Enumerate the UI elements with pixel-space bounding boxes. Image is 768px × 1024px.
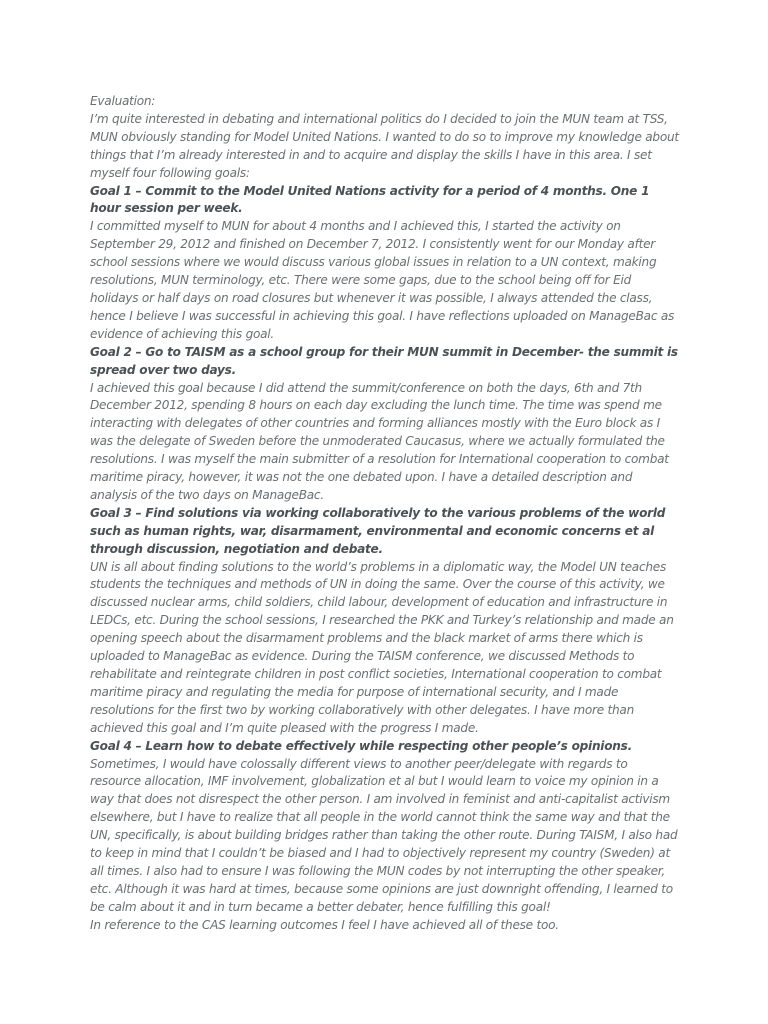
goal-2-body: I achieved this goal because I did attend the summit/conference on both the days, 6th and 7th December 2012, spending 8 hours on each day excluding the lunch time. The time was spend me interacting with delegates of other countries and forming alliances mostly with the Euro block as I was the delegate of Sweden before the unmoderated Caucasus, where we actually formulated the resolutions. I was myself the main submitter of a resolution for International cooperation to combat maritime piracy, however, it was not the one debated upon. I have a detailed description and analysis of the two days on ManageBac. <box>90 380 669 502</box>
goal-4-body: Sometimes, I would have colossally different views to another peer/delegate with regards to resource allocation, IMF involvement, globalization et al but I would learn to voice my opinion in a way that does not disrespect the other person. I am involved in feminist and anti-capitalist activism elsewhere, but I have to realize that all people in the world cannot think the same way and that the UN, specifically, is about building bridges rather than taking the other route. During TAISM, I also had to keep in mind that I couldn’t be biased and I had to objectively represent my country (Sweden) at all times. I also had to ensure I was following the MUN codes by not interrupting the other speaker, etc. Although it was hard at times, because some opinions are just downright offending, I learned to be calm about it and in turn became a better debater, hence fulfilling this goal! <box>90 756 678 914</box>
document-page <box>90 93 680 935</box>
goal-3-body: UN is all about finding solutions to the world’s problems in a diplomatic way, the Model UN teaches students the techniques and methods of UN in doing the same. Over the course of this activity, we discussed nuclear arms, child soldiers, child labour, development of education and infrastructure in LEDCs, etc. During the school sessions, I researched the PKK and Turkey’s relationship and made an opening speech about the disarmament problems and the black market of arms there which is uploaded to ManageBac as evidence. During the TAISM conference, we discussed Methods to rehabilitate and reintegrate children in post conflict societies, International cooperation to combat maritime piracy and regulating the media for purpose of international security, and I made resolutions for the first two by working collaboratively with other delegates. I have more than achieved this goal and I’m quite pleased with the progress I made. <box>90 559 674 735</box>
closing-paragraph: In reference to the CAS learning outcomes I feel I have achieved all of these too. <box>90 917 559 932</box>
goal-2-title: Goal 2 – Go to TAISM as a school group for their MUN summit in December- the summit is spread over two days. <box>90 344 678 377</box>
goal-4-title: Goal 4 – Learn how to debate effectively while respecting other people’s opinions. <box>90 738 632 753</box>
goal-1-body: I committed myself to MUN for about 4 months and I achieved this, I started the activity on September 29, 2012 and finished on December 7, 2012. I consistently went for our Monday after school sessions where we would discuss various global issues in relation to a UN context, making resolutions, MUN terminology, etc. There were some gaps, due to the school being off for Eid holidays or half days on road closures but whenever it was possible, I always attended the class, hence I believe I was successful in achieving this goal. I have reflections uploaded on ManageBac as evidence of achieving this goal. <box>90 219 675 341</box>
goal-1-title: Goal 1 – Commit to the Model United Nations activity for a period of 4 months. One 1 hour session per week. <box>90 183 650 216</box>
goal-3-title: Goal 3 – Find solutions via working collaboratively to the various problems of the world such as human rights, war, disarmament, environmental and economic concerns et al through discussion, negotiation and debate. <box>90 505 666 556</box>
evaluation-heading: Evaluation: <box>90 94 156 108</box>
intro-paragraph: I’m quite interested in debating and international politics do I decided to join the MUN team at TSS, MUN obviously standing for Model United Nations. I wanted to do so to improve my knowledge about things that I’m already interested in and to acquire and display the skills I have in this area. I set myself four following goals: <box>90 111 679 180</box>
